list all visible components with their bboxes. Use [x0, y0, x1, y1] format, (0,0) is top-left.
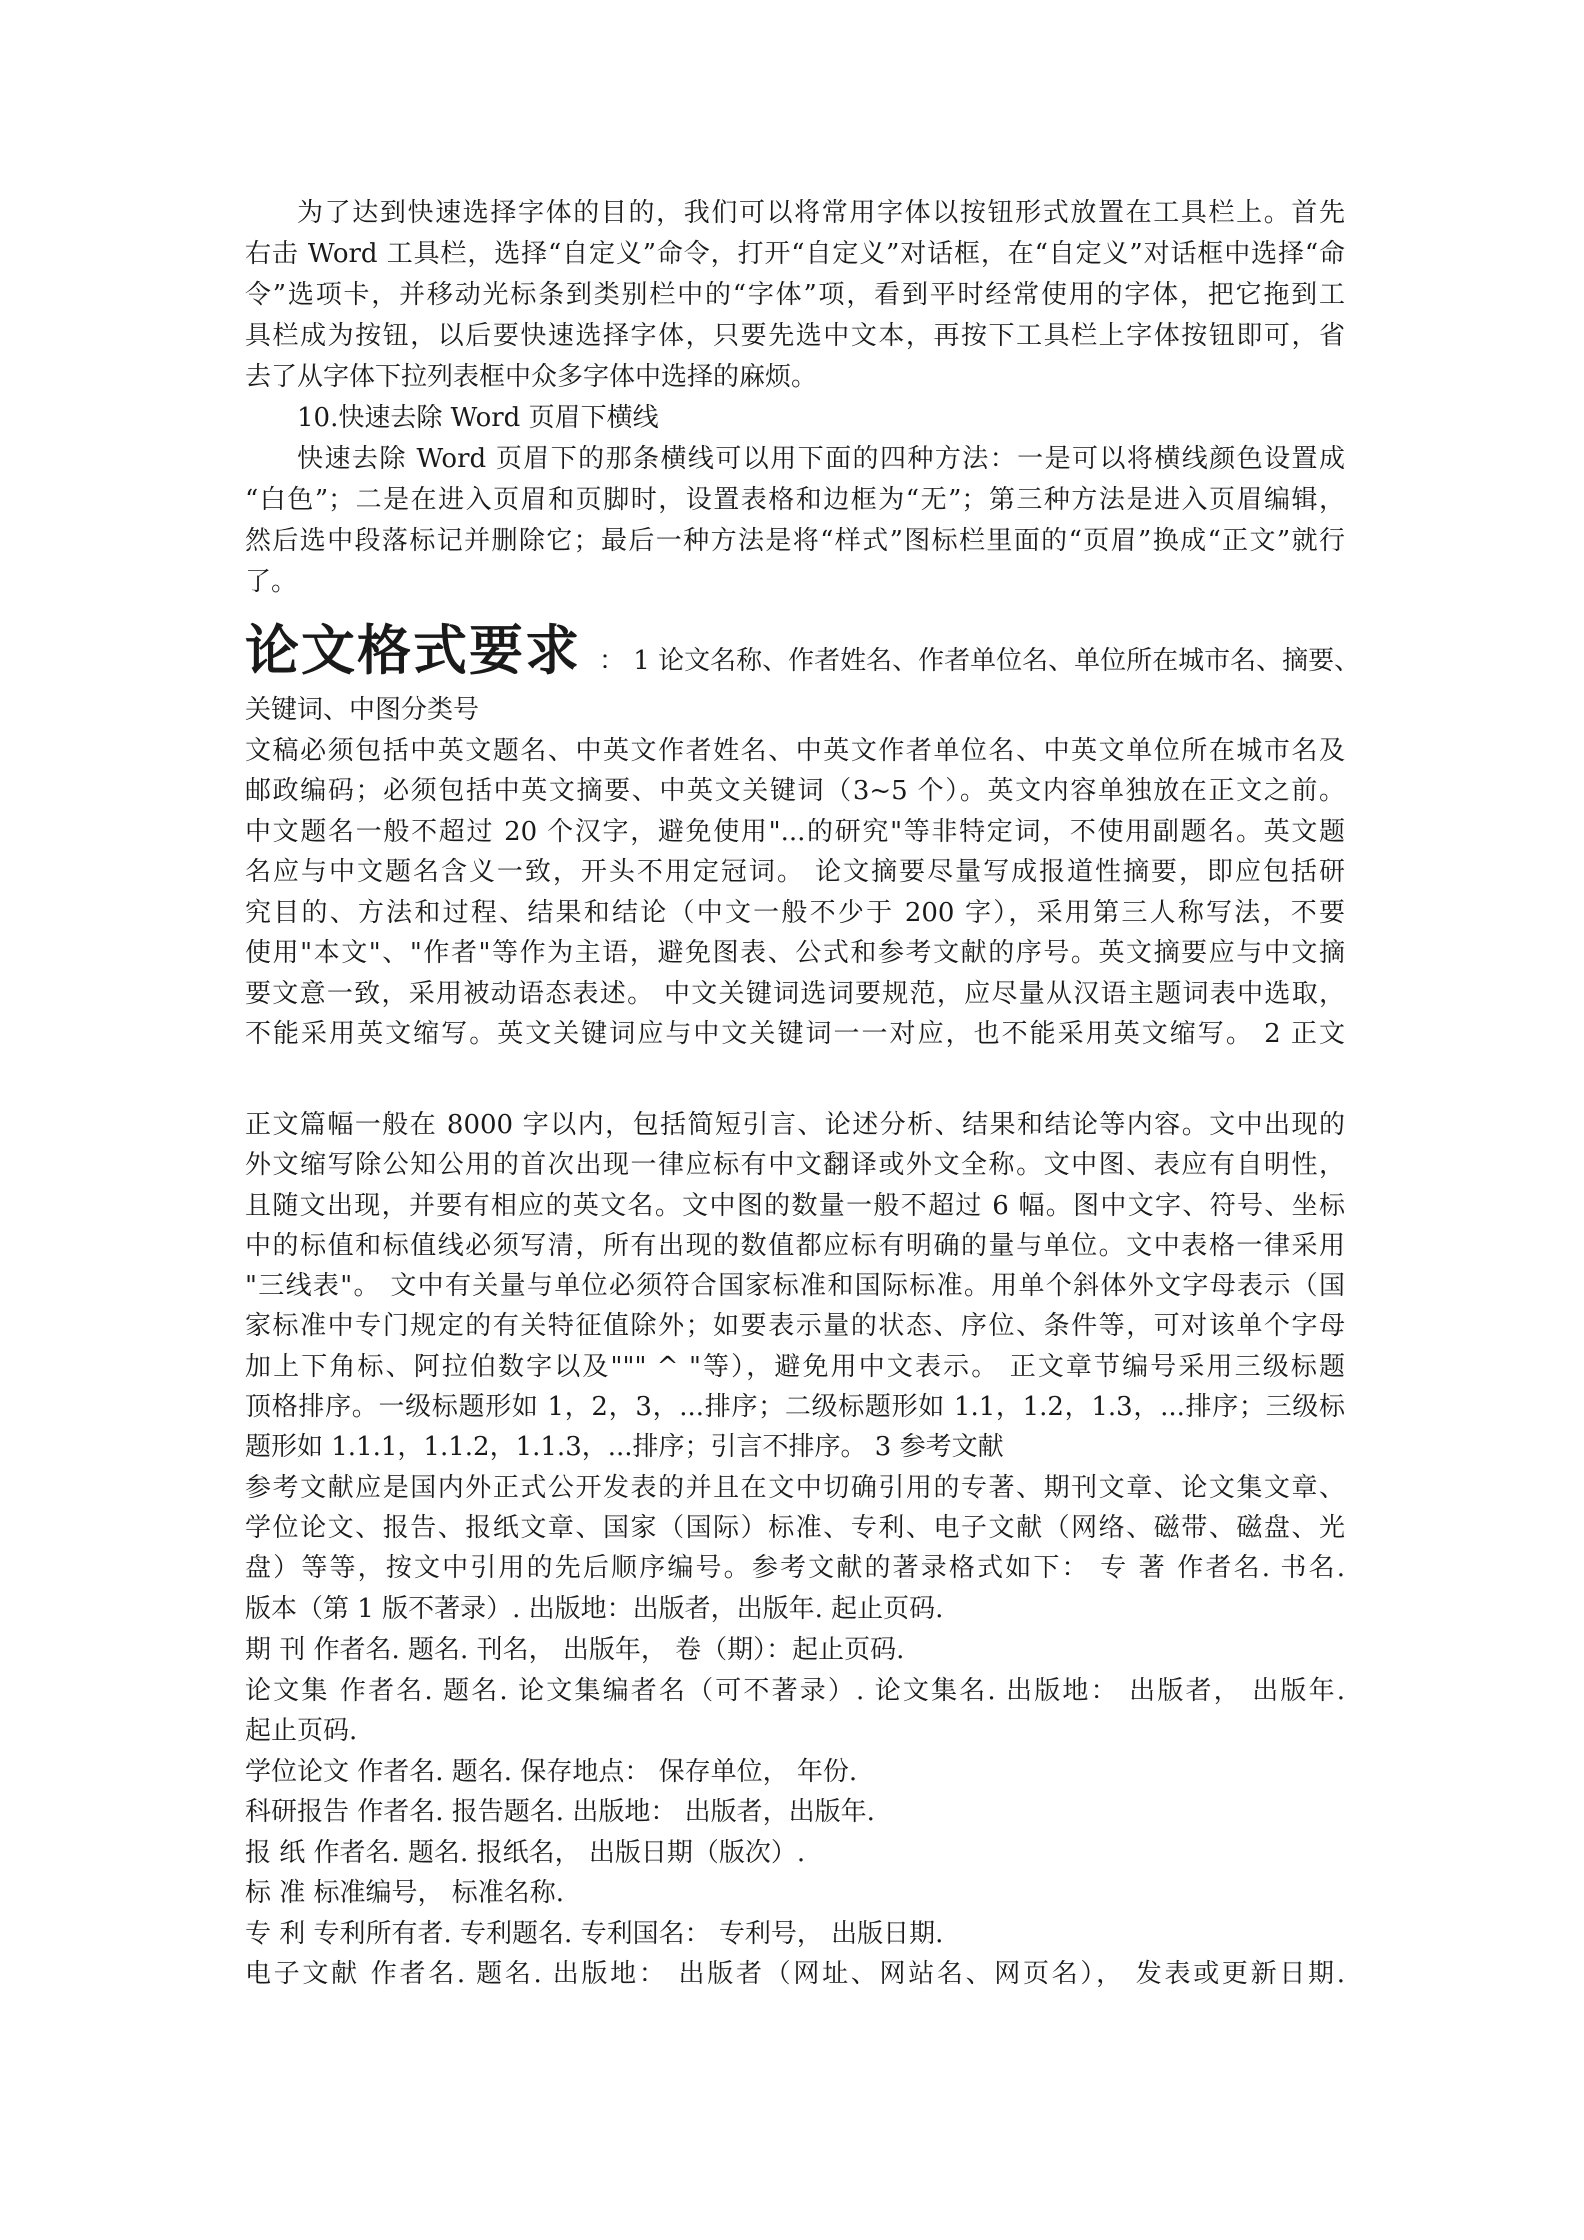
paragraph-line: “白色”；二是在进入页眉和页脚时，设置表格和边框为“无”；第三种方法是进入页眉编辑， [245, 485, 1345, 515]
paragraph-line: 快速去除 Word 页眉下的那条横线可以用下面的四种方法：一是可以将横线颜色设置成 [297, 444, 1345, 474]
paragraph-line: 中的标值和标值线必须写清，所有出现的数值都应标有明确的量与单位。文中表格一律采用 [245, 1230, 1345, 1261]
paragraph-line: 盘）等等，按文中引用的先后顺序编号。参考文献的著录格式如下： 专 著 作者名. 书名. [245, 1553, 1345, 1584]
paragraph-line: 不能采用英文缩写。英文关键词应与中文关键词一一对应，也不能采用英文缩写。 2 正文 [245, 1019, 1345, 1049]
section-heading: 10.快速去除 Word 页眉下横线 [297, 403, 659, 433]
list-item: 起止页码. [245, 1716, 358, 1746]
paragraph-line: 为了达到快速选择字体的目的，我们可以将常用字体以按钮形式放置在工具栏上。首先 [297, 198, 1345, 228]
reference-formats-list [245, 1630, 1345, 1995]
paragraph-line: 题形如 1.1.1，1.1.2，1.1.3，...排序；引言不排序。 3 参考文献 [245, 1432, 1004, 1463]
paragraph-line: 要文意一致，采用被动语态表述。 中文关键词选词要规范，应尽量从汉语主题词表中选取， [245, 978, 1345, 1009]
heading-subtitle: ： 1 论文名称、作者姓名、作者单位名、单位所在城市名、摘要、 [599, 646, 1361, 676]
paragraph-line: 具栏成为按钮，以后要快速选择字体，只要先选中文本，再按下工具栏上字体按钮即可，省 [245, 321, 1345, 351]
paragraph-line: "三线表"。 文中有关量与单位必须符合国家标准和国际标准。用单个斜体外文字母表示（国 [245, 1271, 1345, 1302]
list-item: 期 刊 作者名. 题名. 刊名， 出版年， 卷（期）：起止页码. [245, 1635, 905, 1665]
list-item: 论文集 作者名. 题名. 论文集编者名（可不著录）. 论文集名. 出版地： 出版者， 出版年. [245, 1675, 1345, 1706]
paragraph-line: 学位论文、报告、报纸文章、国家（国际）标准、专利、电子文献（网络、磁带、磁盘、光 [245, 1512, 1345, 1543]
paragraph-line: 邮政编码；必须包括中英文摘要、中英文关键词（3~5 个）。英文内容单独放在正文之前。 [245, 776, 1345, 806]
paragraph-line: 去了从字体下拉列表框中众多字体中选择的麻烦。 [245, 362, 818, 392]
list-item: 学位论文 作者名. 题名. 保存地点： 保存单位， 年份. [245, 1756, 858, 1787]
paragraph-line: 文稿必须包括中英文题名、中英文作者姓名、中英文作者单位名、中英文单位所在城市名及 [245, 735, 1345, 766]
paragraph-line: 右击 Word 工具栏，选择“自定义”命令，打开“自定义”对话框，在“自定义”对话框中选择“命 [245, 239, 1345, 269]
paragraph-line: 加上下角标、阿拉伯数字以及""" ^ "等），避免用中文表示。 正文章节编号采用三级标题 [245, 1351, 1345, 1382]
paragraph-line: 然后选中段落标记并删除它；最后一种方法是将“样式”图标栏里面的“页眉”换成“正文”就行 [245, 526, 1345, 556]
paragraph-line: 了。 [245, 567, 298, 597]
paragraph-line: 究目的、方法和过程、结果和结论（中文一般不少于 200 字），采用第三人称写法，不要 [245, 897, 1345, 928]
paragraph-line: 令”选项卡，并移动光标条到类别栏中的“字体”项，看到平时经常使用的字体，把它拖到工 [245, 280, 1345, 310]
body-section [245, 1105, 1345, 1629]
paragraph-line: 外文缩写除公知公用的首次出现一律应标有中文翻译或外文全称。文中图、表应有自明性， [245, 1150, 1345, 1181]
paragraph-line: 顶格排序。一级标题形如 1，2，3，...排序；二级标题形如 1.1，1.2，1.3，...排序；三级标 [245, 1392, 1345, 1423]
paragraph-line: 参考文献应是国内外正式公开发表的并且在文中切确引用的专著、期刊文章、论文集文章、 [245, 1472, 1345, 1503]
abstract-section [245, 690, 1345, 1055]
list-item: 电子文献 作者名. 题名. 出版地： 出版者（网址、网站名、网页名）， 发表或更新日期. [245, 1959, 1345, 1989]
page-title: 论文格式要求 [245, 619, 581, 682]
paragraph-line: 关键词、中图分类号 [245, 695, 480, 725]
paragraph-line: 版本（第 1 版不著录）. 出版地：出版者，出版年. 起止页码. [245, 1593, 944, 1624]
paragraph-line: 且随文出现，并要有相应的英文名。文中图的数量一般不超过 6 幅。图中文字、符号、坐标 [245, 1190, 1345, 1221]
paragraph-line: 名应与中文题名含义一致，开头不用定冠词。 论文摘要尽量写成报道性摘要，即应包括研 [245, 857, 1345, 887]
list-item: 科研报告 作者名. 报告题名. 出版地： 出版者，出版年. [245, 1797, 875, 1827]
paragraph-line: 正文篇幅一般在 8000 字以内，包括简短引言、论述分析、结果和结论等内容。文中出现的 [245, 1110, 1345, 1140]
paragraph-line: 使用"本文"、"作者"等作为主语，避免图表、公式和参考文献的序号。英文摘要应与中文摘 [245, 938, 1345, 968]
list-item: 专 利 专利所有者. 专利题名. 专利国名： 专利号， 出版日期. [245, 1918, 944, 1949]
intro-section [245, 193, 1345, 603]
paragraph-line: 中文题名一般不超过 20 个汉字，避免使用"...的研究"等非特定词，不使用副题名。英文题 [245, 816, 1345, 847]
list-item: 报 纸 作者名. 题名. 报纸名， 出版日期（版次）. [245, 1837, 806, 1868]
format-requirements-heading [245, 616, 1361, 686]
paragraph-line: 家标准中专门规定的有关特征值除外；如要表示量的状态、序位、条件等，可对该单个字母 [245, 1311, 1345, 1342]
list-item: 标 准 标准编号， 标准名称. [245, 1878, 565, 1908]
